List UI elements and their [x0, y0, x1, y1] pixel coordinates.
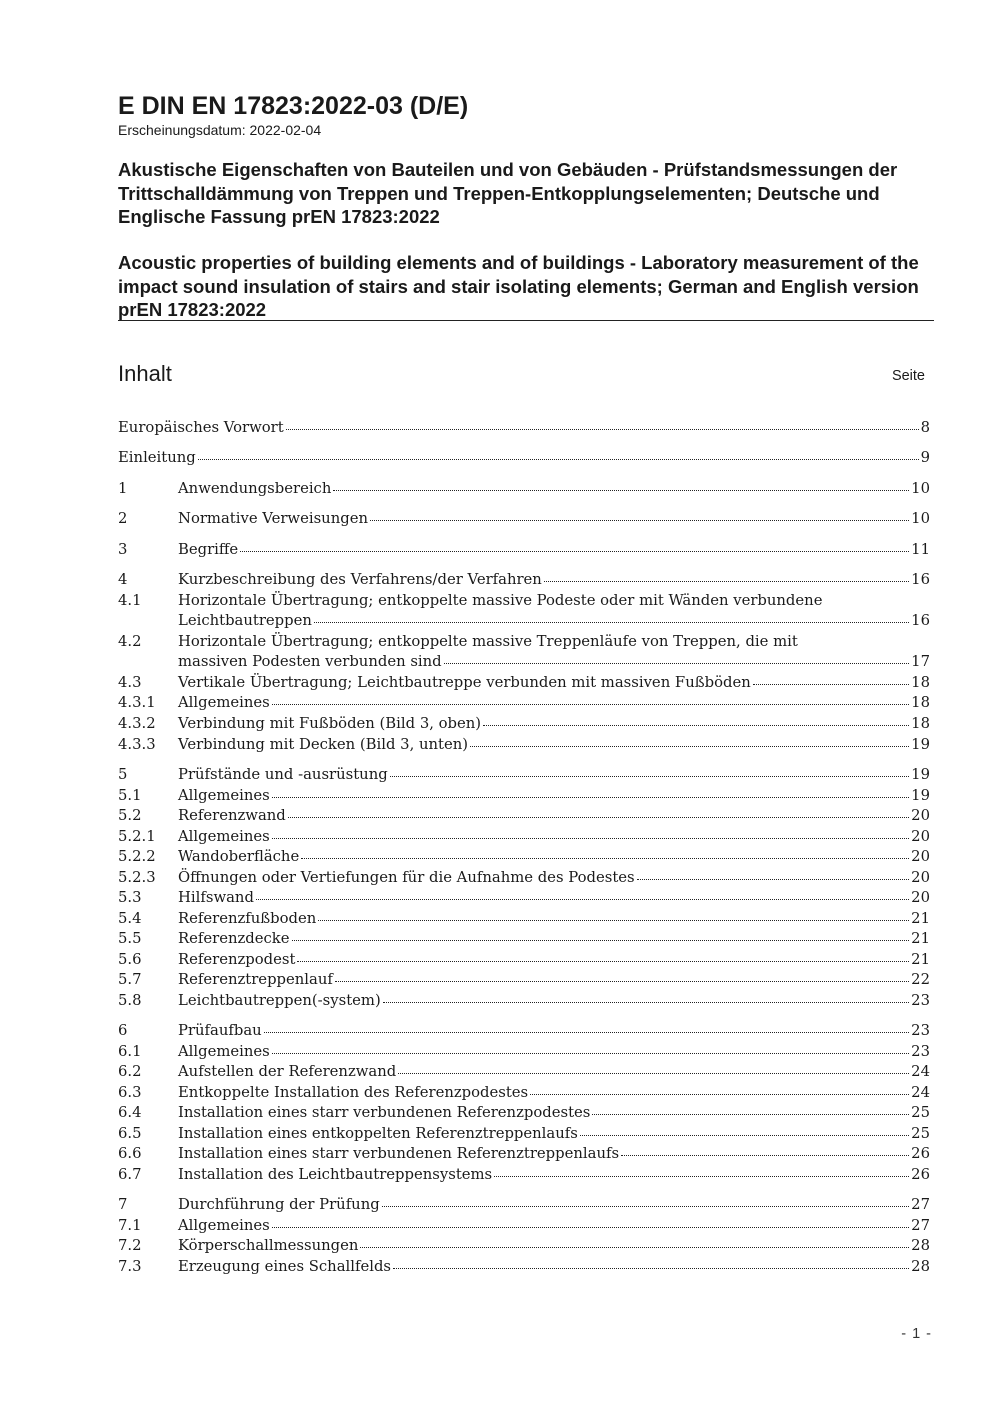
toc-entry-title: Horizontale Übertragung; entkoppelte massive Treppenläufe von Treppen, die mit — [178, 633, 798, 650]
toc-entry-number: 6.5 — [118, 1125, 142, 1142]
toc-entry-number: 4.3.1 — [118, 694, 156, 711]
toc-entry-title: Installation eines starr verbundenen Referenztreppenlaufs — [178, 1145, 620, 1162]
toc-entry-title: Vertikale Übertragung; Leichtbautreppe verbunden mit massiven Fußböden — [178, 674, 751, 691]
toc-entry[interactable] — [118, 909, 930, 929]
toc-entry-page: 20 — [911, 848, 930, 865]
toc-entry-page: 27 — [911, 1196, 930, 1213]
toc-entry[interactable] — [118, 1083, 930, 1103]
toc-dot-leader — [288, 816, 909, 818]
toc-entry-page: 20 — [911, 807, 930, 824]
toc-entry-number: 6 — [118, 1022, 128, 1039]
toc-entry-page: 24 — [911, 1084, 930, 1101]
table-of-contents — [118, 0, 930, 1403]
toc-entry[interactable] — [118, 827, 930, 847]
toc-entry-number: 7.1 — [118, 1217, 142, 1234]
toc-entry[interactable] — [118, 991, 930, 1011]
toc-entry-title: Allgemeines — [178, 694, 270, 711]
toc-entry[interactable] — [118, 1165, 930, 1185]
toc-entry-number: 4 — [118, 571, 128, 588]
toc-entry-page: 8 — [920, 419, 930, 436]
toc-dot-leader — [444, 662, 910, 664]
toc-entry[interactable] — [118, 786, 930, 806]
toc-entry-number: 5.3 — [118, 889, 142, 906]
title-english: Acoustic properties of building elements and of buildings - Laboratory measurement of the impact sound insulation of stairs and stair isolating elements; German and English version prEN 17823:2022 — [118, 252, 919, 320]
toc-entry-number: 4.3.2 — [118, 715, 156, 732]
toc-dot-leader — [272, 703, 909, 705]
toc-entry-page: 25 — [911, 1104, 930, 1121]
toc-entry-title: Prüfstände und -ausrüstung — [178, 766, 388, 783]
toc-entry-number: 6.3 — [118, 1084, 142, 1101]
toc-entry-title: Verbindung mit Decken (Bild 3, unten) — [178, 736, 469, 753]
toc-dot-leader — [383, 1001, 909, 1003]
toc-entry-title: Referenztreppenlauf — [178, 971, 333, 988]
toc-dot-leader — [240, 550, 909, 552]
toc-entry-number: 6.4 — [118, 1104, 142, 1121]
toc-dot-leader — [318, 919, 909, 921]
toc-entry[interactable] — [118, 735, 930, 755]
toc-entry[interactable] — [118, 1195, 930, 1215]
toc-entry-number: 4.1 — [118, 592, 142, 609]
toc-entry-number: 4.2 — [118, 633, 142, 650]
toc-entry-title: Horizontale Übertragung; entkoppelte massive Podeste oder mit Wänden verbundene — [178, 592, 823, 609]
toc-entry-page: 10 — [911, 480, 930, 497]
toc-entry-title: Körperschallmessungen — [178, 1237, 359, 1254]
toc-dot-leader — [360, 1246, 909, 1248]
toc-entry-title: Begriffe — [178, 541, 239, 558]
toc-entry-page: 17 — [911, 653, 930, 670]
toc-entry-page: 23 — [911, 1043, 930, 1060]
toc-dot-leader — [544, 580, 909, 582]
toc-entry-number: 6.2 — [118, 1063, 142, 1080]
toc-entry-title: Referenzpodest — [178, 951, 296, 968]
toc-entry-number: 5.2.3 — [118, 869, 156, 886]
toc-dot-leader — [382, 1205, 909, 1207]
toc-entry-number: 3 — [118, 541, 128, 558]
toc-entry-page: 18 — [911, 694, 930, 711]
toc-entry-title: Aufstellen der Referenzwand — [178, 1063, 397, 1080]
toc-entry-number: 5.1 — [118, 787, 142, 804]
toc-entry[interactable] — [118, 1021, 930, 1041]
toc-entry[interactable] — [118, 929, 930, 949]
toc-entry-title-continued: massiven Podesten verbunden sind — [178, 653, 442, 670]
toc-entry[interactable] — [118, 448, 930, 468]
toc-entry[interactable] — [118, 1257, 930, 1277]
toc-entry-title: Hilfswand — [178, 889, 254, 906]
page-number: - 1 - — [901, 1326, 932, 1342]
toc-dot-leader — [621, 1154, 909, 1156]
toc-entry-number: 6.6 — [118, 1145, 142, 1162]
toc-entry-page: 26 — [911, 1166, 930, 1183]
toc-dot-leader — [470, 745, 909, 747]
toc-entry-number: 5.4 — [118, 910, 142, 927]
toc-dot-leader — [393, 1267, 909, 1269]
toc-entry-title: Durchführung der Prüfung — [178, 1196, 380, 1213]
toc-dot-leader — [483, 724, 909, 726]
toc-entry-page: 21 — [911, 951, 930, 968]
toc-entry-number: 5.2.2 — [118, 848, 156, 865]
toc-entry-title: Referenzfußboden — [178, 910, 317, 927]
toc-entry-number: 6.7 — [118, 1166, 142, 1183]
toc-entry-title: Kurzbeschreibung des Verfahrens/der Verfahren — [178, 571, 542, 588]
toc-entry-page: 19 — [911, 787, 930, 804]
toc-entry-title: Allgemeines — [178, 1217, 270, 1234]
document-id: E DIN EN 17823:2022-03 (D/E) — [118, 92, 469, 120]
toc-dot-leader — [592, 1113, 909, 1115]
toc-entry-title: Allgemeines — [178, 1043, 270, 1060]
toc-entry-title: Verbindung mit Fußböden (Bild 3, oben) — [178, 715, 482, 732]
toc-entry-page: 28 — [911, 1237, 930, 1254]
toc-entry-title-continued: Leichtbautreppen — [178, 612, 312, 629]
toc-entry-page: 23 — [911, 1022, 930, 1039]
toc-entry[interactable] — [118, 1062, 930, 1082]
toc-entry-number: 1 — [118, 480, 128, 497]
toc-entry[interactable] — [118, 950, 930, 970]
toc-entry-title: Allgemeines — [178, 828, 270, 845]
toc-dot-leader — [272, 837, 909, 839]
toc-entry-continuation[interactable] — [118, 611, 930, 631]
toc-dot-leader — [272, 1226, 909, 1228]
toc-entry[interactable] — [118, 1236, 930, 1256]
toc-entry-page: 10 — [911, 510, 930, 527]
toc-entry-number: 5.8 — [118, 992, 142, 1009]
toc-entry-page: 20 — [911, 889, 930, 906]
toc-entry-page: 16 — [911, 612, 930, 629]
toc-page-label: Seite — [891, 368, 925, 384]
toc-entry-number: 5.7 — [118, 971, 142, 988]
toc-dot-leader — [398, 1072, 909, 1074]
toc-entry[interactable] — [118, 888, 930, 908]
title-german: Akustische Eigenschaften von Bauteilen und von Gebäuden - Prüfstandsmessungen der Trittschalldämmung von Treppen und Treppen-Entkopplungselementen; Deutsche und Englische Fassung prEN 17823:2022 — [118, 159, 898, 227]
toc-dot-leader — [753, 683, 909, 685]
toc-entry[interactable] — [118, 570, 930, 590]
toc-entry[interactable] — [118, 418, 930, 438]
toc-entry-number: 5 — [118, 766, 128, 783]
toc-entry-page: 20 — [911, 828, 930, 845]
toc-entry[interactable] — [118, 479, 930, 499]
toc-dot-leader — [494, 1175, 909, 1177]
toc-dot-leader — [264, 1031, 909, 1033]
toc-entry-number: 6.1 — [118, 1043, 142, 1060]
toc-entry-continuation[interactable] — [118, 652, 930, 672]
toc-entry[interactable] — [118, 806, 930, 826]
toc-entry[interactable] — [118, 632, 930, 652]
toc-entry-title: Installation eines entkoppelten Referenztreppenlaufs — [178, 1125, 578, 1142]
toc-entry[interactable] — [118, 1144, 930, 1164]
toc-entry[interactable] — [118, 847, 930, 867]
toc-entry-page: 24 — [911, 1063, 930, 1080]
toc-dot-leader — [292, 939, 910, 941]
toc-dot-leader — [314, 621, 909, 623]
toc-entry-title: Referenzwand — [178, 807, 286, 824]
toc-entry-page: 21 — [911, 910, 930, 927]
toc-dot-leader — [272, 1052, 909, 1054]
toc-entry-number: 5.2 — [118, 807, 142, 824]
toc-entry[interactable] — [118, 970, 930, 990]
toc-heading: Inhalt — [118, 361, 172, 386]
toc-entry-page: 16 — [911, 571, 930, 588]
toc-entry-number: 5.5 — [118, 930, 142, 947]
toc-entry-page: 20 — [911, 869, 930, 886]
toc-dot-leader — [198, 458, 919, 460]
toc-dot-leader — [530, 1093, 909, 1095]
toc-entry-page: 22 — [911, 971, 930, 988]
toc-entry-number: 5.6 — [118, 951, 142, 968]
toc-dot-leader — [335, 980, 909, 982]
toc-entry-page: 21 — [911, 930, 930, 947]
toc-entry[interactable] — [118, 1103, 930, 1123]
toc-entry[interactable] — [118, 540, 930, 560]
toc-entry-number: 2 — [118, 510, 128, 527]
toc-entry-title: Einleitung — [118, 449, 196, 466]
publication-date: Erscheinungsdatum: 2022-02-04 — [118, 122, 322, 138]
toc-entry-title: Referenzdecke — [178, 930, 290, 947]
toc-entry-title: Leichtbautreppen(-system) — [178, 992, 381, 1009]
toc-dot-leader — [297, 960, 909, 962]
toc-entry-page: 11 — [911, 541, 930, 558]
toc-entry-title: Europäisches Vorwort — [118, 419, 284, 436]
toc-dot-leader — [333, 489, 909, 491]
toc-dot-leader — [370, 519, 909, 521]
toc-entry-number: 7.3 — [118, 1258, 142, 1275]
toc-entry-number: 7 — [118, 1196, 128, 1213]
toc-entry[interactable] — [118, 1042, 930, 1062]
toc-entry-page: 9 — [920, 449, 930, 466]
toc-entry[interactable] — [118, 673, 930, 693]
toc-entry-title: Anwendungsbereich — [178, 480, 332, 497]
toc-entry[interactable] — [118, 714, 930, 734]
toc-dot-leader — [637, 878, 910, 880]
toc-dot-leader — [580, 1134, 909, 1136]
toc-entry-title: Prüfaufbau — [178, 1022, 262, 1039]
toc-entry-title: Installation eines starr verbundenen Referenzpodestes — [178, 1104, 591, 1121]
toc-dot-leader — [256, 898, 909, 900]
toc-entry-page: 19 — [911, 736, 930, 753]
toc-dot-leader — [286, 428, 919, 430]
toc-dot-leader — [390, 775, 909, 777]
toc-dot-leader — [301, 857, 909, 859]
toc-entry-page: 18 — [911, 674, 930, 691]
toc-entry-title: Normative Verweisungen — [178, 510, 369, 527]
toc-entry-page: 19 — [911, 766, 930, 783]
toc-entry-page: 26 — [911, 1145, 930, 1162]
toc-entry-page: 23 — [911, 992, 930, 1009]
toc-entry-title: Entkoppelte Installation des Referenzpodestes — [178, 1084, 529, 1101]
toc-entry-title: Erzeugung eines Schallfelds — [178, 1258, 392, 1275]
toc-entry-number: 7.2 — [118, 1237, 142, 1254]
toc-entry[interactable] — [118, 1216, 930, 1236]
toc-entry[interactable] — [118, 693, 930, 713]
toc-entry-number: 5.2.1 — [118, 828, 156, 845]
toc-entry[interactable] — [118, 1124, 930, 1144]
toc-entry[interactable] — [118, 765, 930, 785]
toc-entry-title: Installation des Leichtbautreppensystems — [178, 1166, 493, 1183]
toc-entry-title: Allgemeines — [178, 787, 270, 804]
toc-entry-title: Wandoberfläche — [178, 848, 300, 865]
toc-dot-leader — [272, 796, 909, 798]
toc-entry[interactable] — [118, 868, 930, 888]
toc-entry-page: 28 — [911, 1258, 930, 1275]
toc-entry-title: Öffnungen oder Vertiefungen für die Aufnahme des Podestes — [178, 869, 635, 886]
toc-entry-number: 4.3 — [118, 674, 142, 691]
toc-entry[interactable] — [118, 509, 930, 529]
toc-entry-number: 4.3.3 — [118, 736, 156, 753]
toc-entry-page: 25 — [911, 1125, 930, 1142]
toc-entry-page: 18 — [911, 715, 930, 732]
toc-entry[interactable] — [118, 591, 930, 611]
toc-entry-page: 27 — [911, 1217, 930, 1234]
